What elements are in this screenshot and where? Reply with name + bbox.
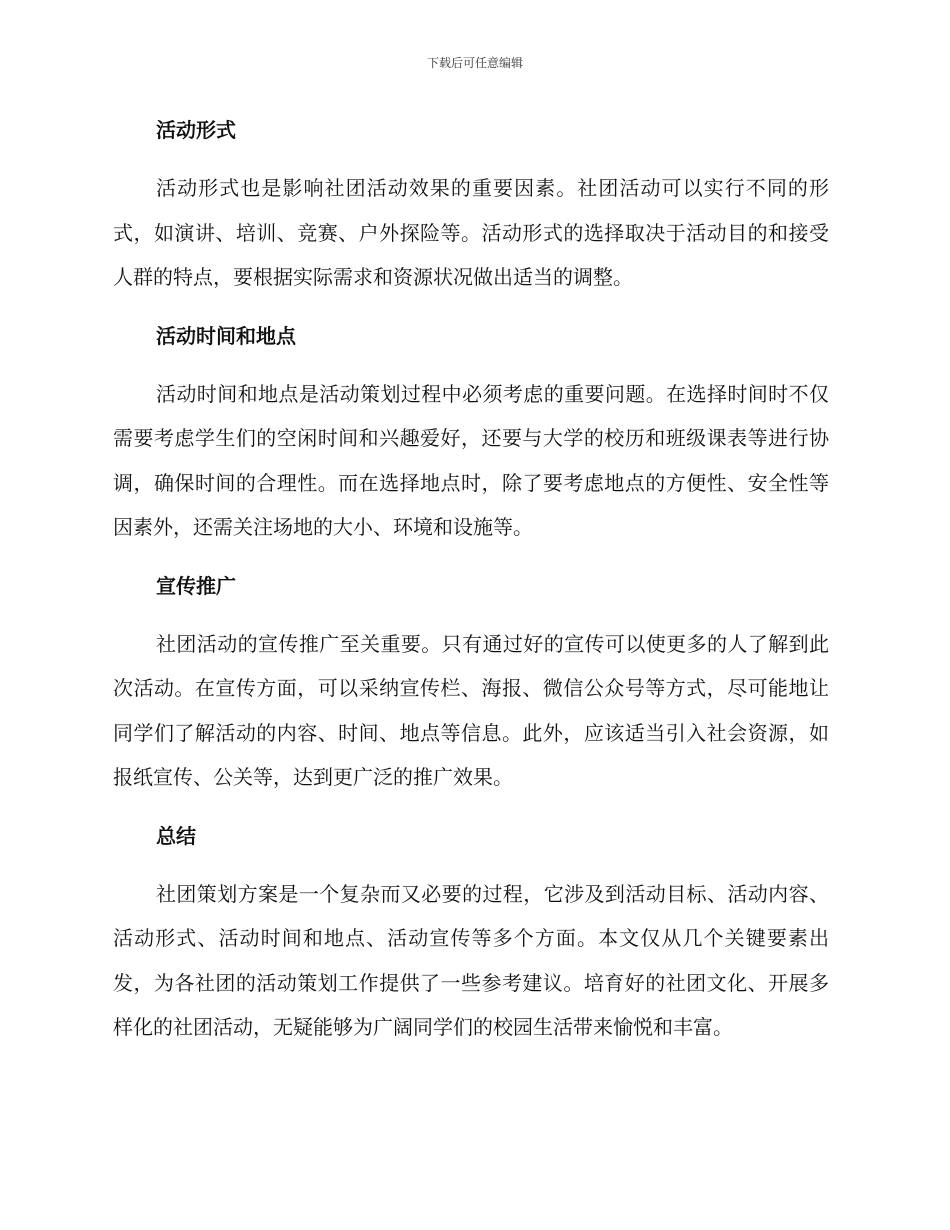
paragraph-activity-form: 活动形式也是影响社团活动效果的重要因素。社团活动可以实行不同的形式，如演讲、培训、竞赛、户外探险等。活动形式的选择取决于活动目的和接受人群的特点，要根据实际需求和资源状况做出适当的调整。 bbox=[113, 176, 829, 289]
section-heading-activity-form: 活动形式 bbox=[156, 118, 236, 142]
paragraph-promotion: 社团活动的宣传推广至关重要。只有通过好的宣传可以使更多的人了解到此次活动。在宣传方面，可以采纳宣传栏、海报、微信公众号等方式，尽可能地让同学们了解活动的内容、时间、地点等信息。此外，应该适当引入社会资源，如报纸宣传、公关等，达到更广泛的推广效果。 bbox=[113, 631, 829, 789]
section-heading-time-location: 活动时间和地点 bbox=[156, 323, 296, 348]
section-heading-summary: 总结 bbox=[156, 823, 196, 848]
paragraph-summary: 社团策划方案是一个复杂而又必要的过程，它涉及到活动目标、活动内容、活动形式、活动时间和地点、活动宣传等多个方面。本文仅从几个关键要素出发，为各社团的活动策划工作提供了一些参考建议。培育好的社团文化、开展多样化的社团活动，无疑能够为广阔同学们的校园生活带来愉悦和丰富。 bbox=[113, 881, 829, 1039]
document-body bbox=[113, 108, 829, 1064]
paragraph-time-location: 活动时间和地点是活动策划过程中必须考虑的重要问题。在选择时间时不仅需要考虑学生们的空闲时间和兴趣爱好，还要与大学的校历和班级课表等进行协调，确保时间的合理性。而在选择地点时，除了要考虑地点的方便性、安全性等因素外，还需关注场地的大小、环境和设施等。 bbox=[113, 381, 829, 539]
section-heading-promotion: 宣传推广 bbox=[156, 573, 236, 598]
page-header: 下载后可任意编辑 bbox=[426, 56, 523, 70]
